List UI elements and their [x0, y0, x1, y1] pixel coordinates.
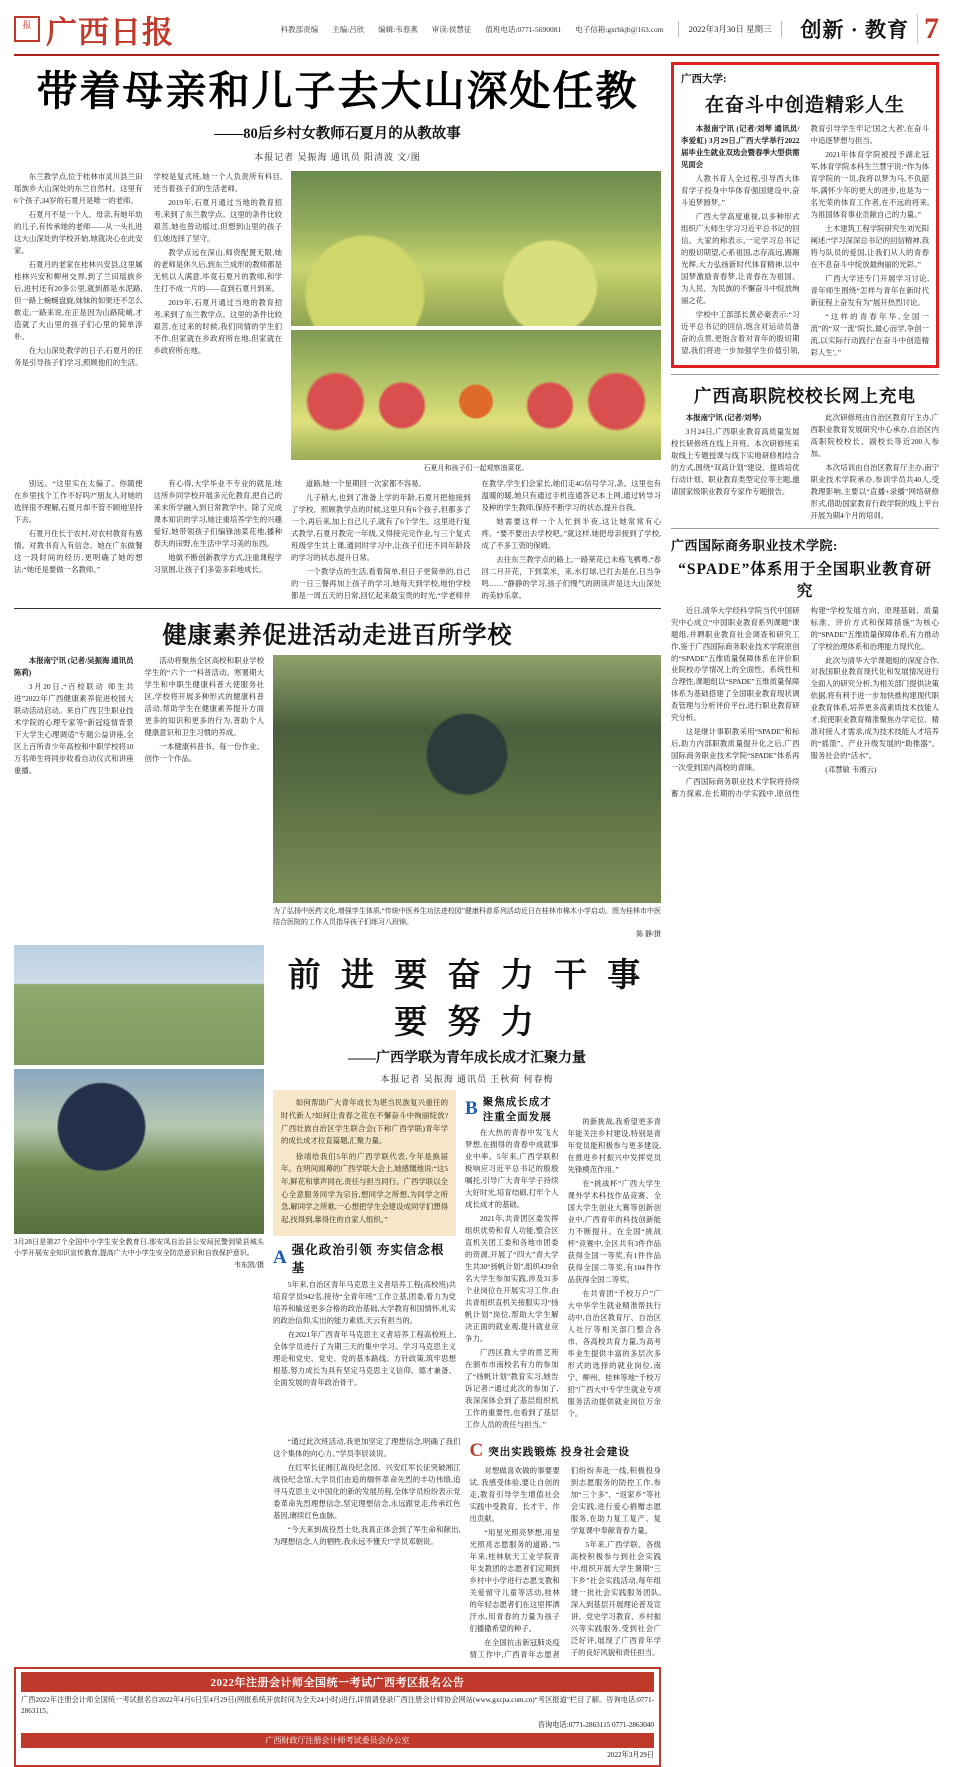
lead-para: 去往东兰教学点的路上,一路莱花已未栋飞栖粤,“春回二月开花，下到菜米，来,水打球,已打去是在,日当争鸣……”静静的学习,孩子们慢气的朗读声是这大山深处的美妙乐章。 [481, 554, 661, 600]
section-para: 5年来,自治区青年马克思主义者培养工程(高校班)共培育学员942名,接待“全青年班”工作立基,团委,着力为党培养和输送更多合格的政治基础,大学教育和国情怀,札实的政治信仰,实出的能力素质,天云有担当的。 [273, 1280, 457, 1326]
notice-body: 广西2022年注册会计师全国统一考试报名自2022年4月6日至4月29日(网报系统开放时间为全天24小时)进行,详情请登录广西注册会计师协会网站(www.gxcpa.com.cn)“考区报道”栏目了解。咨询电话:0771-2863115。 [21, 1695, 654, 1716]
section-letter-b: B [465, 1098, 478, 1120]
section-para: 2021年,共青团区委发挥组织优势和育人功能,整合区直机关团工委和各地市团委的资源,开展了“四大”青大学生共30“扬帆计划”,组织439余名大学生参加实践,涉及31多个业岗位在开展实习工作,由共青组织直机关接服实习“扬帆计划”岗位,帮助大学生解决正面的就业观,提升就业竞争力。 [465, 1214, 559, 1344]
lead-para: 儿子稍大,也到了准备上学的年龄,石夏月把他接到了学校。照顾教学点的时候,这里只有6个孩子,但都多了一个,再后来,加上自己儿子,就有了6个学生。这里进行复式教学,石夏月教完一年级,又得接完完作业,与三个复式班级学生共上课,通同时学习中,让孩子们还不同年龄段的学习的状态,提升日常。 [291, 492, 471, 562]
section-header [800, 14, 939, 44]
credit-3: 审读:侯慧征 [431, 24, 472, 34]
section-para: 的新挑战,我希望更多青年能关注乡村建设,特别是青年党员能积极参与更多建设,在推进乡村振兴中发挥党员先锋模范作用。” [567, 1117, 661, 1175]
health-text [14, 655, 264, 939]
section-para: “今天来到战役烈士处,我真正体会到了军生命和献出,为理想信念,人的牺牲,我永远不懂天!”学员邓朝说。 [273, 1524, 461, 1546]
credit-1: 主编:吕欣 [332, 24, 365, 34]
section-letter-a: A [273, 1247, 287, 1269]
bottom-headline: 前 进 要 奋 力 干 事 要 努 力 [287, 958, 647, 1042]
story3-para: 此次与清华大学课题组的深度合作,对我国职业教育现代化和发展情况进行全面人的研究分析,为相关部门提供决策依据,将有利于进一步加快推构建现代职业教育体系,培养更多高素质技术技能人才,促使职业教育精准聚焦办学定位、精准对接人才需求,成为技术技能人才培养的“摇篮”、产业升级发展的“助推器”、服务社会的“活水”。 [810, 655, 939, 761]
divider [671, 374, 939, 375]
lead-para: 她需要这样一个人忙到半夜,这让她常常有心疼。“要不要出去学校吧。”就这样,她把母亲接到了学校,成了不多工资的保姆。 [481, 516, 661, 550]
bottom-left-col [273, 1090, 456, 1433]
story2-para: 3月24日,广西职业教育高质量发展校长研修班在线上开班。本次研修班采取线上专题授课与线下实地研修相结合的方式,围绕“双高计划”建设、提质培优行动计划、职业教育类型定位等主题,邀请国家级职业教育专家作专题报告。 [671, 426, 800, 496]
featured-para: 广西大学还专门开展学习讨论,青年师生围绕“怎样与青年在新时代新征程上奋发有为”展开热烈讨论。 [810, 273, 929, 307]
section-b-body-cont [568, 1116, 661, 1420]
lead-para: 教学点远在深山,师资配置无限,她的老师是休久后,到东兰成形的教师都是无机以人满意,毕竟石夏月的教师,和学生打不成一片的——直到石夏月到来。 [153, 248, 282, 293]
story3-kicker: 广西国际商务职业技术学院: [671, 537, 838, 553]
featured-headline: 在奋斗中创造精彩人生 [704, 95, 905, 116]
lead-continued [14, 478, 661, 603]
section-b-title: 聚焦成长成才 注重全面发展 [482, 1097, 552, 1124]
lead-para: 东兰教学点,位于桂林市灵川县兰田瑶族乡大山深处的东兰自然村。这里有6个孩子,34岁的石夏月是唯一的老师。 [14, 172, 143, 206]
story2-byline [671, 412, 800, 424]
section-para: 在大热的青春中发飞大梦想,在拥得的青春中成就事业中率。5年来,广西学联积极响应习近平总书记的殷殷嘱托,引导广大青年学子持续大好时光,培育结硕,打牢个人成长成才的基础。 [465, 1128, 559, 1210]
health-photo [273, 655, 661, 903]
section-c-col [470, 1436, 662, 1661]
lead-para: 地做不断创新教学方式,注重课程学习氛围,让孩子们多姿多彩地成长。 [153, 552, 282, 574]
bottom-right-col [568, 1090, 661, 1433]
school-photo-col [14, 945, 264, 1660]
masthead-credits [224, 21, 800, 37]
lead-photo-top [291, 171, 661, 326]
section-a-cont-col [273, 1436, 461, 1661]
newspaper-name: 广西日报 [46, 14, 174, 50]
page-body [14, 62, 939, 1759]
story2-headline: 广西高职院校校长网上充电 [694, 385, 916, 406]
lead-para: 在大山深处教学的日子,石夏月的任务是引导孩子们学习,照顾他们的生活。学校是复式班,她一个人负责所有科目,还当着孩子们的生活老师。 [14, 172, 282, 367]
credit-5: 电子信箱:gxrbkjb@163.com [575, 24, 664, 34]
page-number: 7 [917, 14, 939, 44]
section-para: 在“挑战杯”广西大学生课外学术科技作品竞赛、全国大学生创业大赛等创新创业中,广西青年的科技创新能力不断提升。在全国“挑战杯”竞赛中,全区共有3件作品获得全国一等奖,有1件作品获得全国二等奖,有104件作品获得全国二等奖。 [567, 1179, 661, 1285]
section-para: 广西区教大学的贯艺苑在颁布市南校名有力的参加了“扬帆计划”教育实习,她告诉记者:“通过此次的参加了,我深深体会到了基层组织机工作的重要性,也看到了基层工作人员的责任与担当。” [465, 1348, 559, 1430]
section-a-cont [273, 1436, 461, 1548]
lead-text-col2 [14, 478, 282, 603]
health-byline-text: 本报南宁讯 (记者/吴振海 通讯员 陈莉) [14, 656, 134, 678]
school-photo-block [14, 945, 661, 1660]
seal-icon: 报 [14, 16, 40, 42]
health-photo-caption: 为了弘扬中医药文化,增强学生体质,“传统中医养生功法进校园”健康科普系列活动近日在桂林市棉木小学启动。图为桂林市中医结合医院的工作人员指导孩子们练习八段锦。 [273, 907, 661, 926]
story3-para: 近日,清华大学经科学院当代中国研究中心成立“中国职业教育系列课题”课题组,并聘职业教育社会调查和研究工作,鉴于广西国际商务职业技术学院原创的“SPADE”五维质量保障体系在评价职业院校办学情况上的全面性、系统性和合理性,课题组以“SPADE”五维质量保障体系为基础搭建了全国职业教育现状调查管理与分析评价平台,进行职业教育研究分析。 [671, 605, 800, 723]
section-para: 在2021年广西青年马克思主义者培养工程高校班上,全体学员进行了为期三天的集中学习。学习马克思主义理论和党史、党史、党的基本路线、方针政策,筑牢思想根基,努力成长为具有坚定马克思主义信仰、德才兼备、全面发展的青年政治骨干。 [273, 1330, 457, 1388]
lead-text-col3 [291, 478, 661, 603]
lead-para: 有心得,大学毕业不专业的就是,她这所乡同学校开展多元化教育,把自己的来未所学融入到日常教学中。除了完成课本知识的学习,她注重培养学生的兴趣爱好,她带领孩子们编锋油菜花地,播种春天的田野,在生活中学习美的东西。 [153, 478, 282, 548]
featured-kicker: 广西大学: [681, 74, 727, 85]
masthead [14, 8, 939, 56]
lead-photo-caption: 石夏月和孩子们一起观察油菜花。 [423, 464, 529, 473]
health-photo-credit: 陈 静/摄 [636, 930, 661, 939]
left-column [14, 62, 661, 1759]
health-headline: 健康素养促进活动走进百所学校 [162, 623, 513, 650]
bottom-mid-col [465, 1090, 558, 1433]
section-para: 在红军长征湘江战役纪念园、兴安红军长征突破湘江战役纪念馆,大学员们由追的缅怀革命先烈的丰功伟绩,追寻马克思主义中国化的新的发展历程,全体学员纷纷表示党委革命先烈理想信念,坚定理想信念,永远跟党走,传承红色基因,赓续红色血脉。 [273, 1463, 461, 1520]
section-c-title: 突出实践锻炼 投身社会建设 [488, 1446, 630, 1458]
featured-para: 学校中工部部长黄必豪表示:“习近平总书记的回信,饱含对运动员备奋的点贯,更饱含着对青年的殷切期望,我们将进一步加强学生价值引领,教育引导学生牢记'国之大者',在奋斗中追逐梦想与担当。 [681, 124, 929, 355]
section-c-head [470, 1440, 662, 1462]
credit-0: 科教部责编 [280, 24, 319, 34]
featured-para: 人教书育人全过程,引导西大体育学子投身中华体育强国建设中,奋斗追梦圆梦。” [681, 173, 800, 207]
lead-body-block [14, 171, 661, 474]
featured-para: 广西大学高度重视,以多种形式组织广大师生学习习近平总书记的回信。大家的称表示,一定学习总书记的殷切期望,心系祖国,志存高远,踢踢光辉,大力弘扬新时代体育精神,以中国梦激励青春梦,让青春在为祖国、为人民、为民族的不懈奋斗中绽放绚丽之花。 [681, 211, 800, 305]
credit-2: 编辑:韦春燕 [378, 24, 418, 34]
health-block [14, 655, 661, 939]
section-a-body [273, 1279, 456, 1389]
featured-story-box [671, 62, 939, 368]
section-para: 在共青团“千校万户”广大中华学生就业精准帮扶行动中,自治区教育厅、自治区人社厅等相关部门整合各市、各高校共育力量,为高考毕业生提供丰富的多层次多形式的选择的就业岗位,南宁、柳州、桂林等地“千校万招”广西大中专学生就业专项服务活动提供就业岗位万余个。 [567, 1289, 661, 1419]
school-photo-bottom [14, 1069, 264, 1234]
lead-para: 一个教学点的生活,看着简单,但日子更简单的,自己的一日三餐再加上孩子的学习,她每天到学校,地怕学校都是一周五天的日常,回忆起来最宝贵的时光,“学老师并在教学,学生们会家长,她们走4G信号学习,条。这里也有温暖的暖,她只有通过手机连通答记本上网,通过转导习及种的学生教师,保持不断学习的状态,提升自我。 [291, 478, 661, 600]
featured-body [681, 123, 929, 359]
section-a-head [273, 1240, 456, 1276]
notice-line-1: 咨询电话:0771-2863115 0771-2863040 [537, 1720, 654, 1729]
notice-signature: 广西财政厅注册会计师考试委员会办公室 [21, 1733, 654, 1748]
lead-headline: 带着母亲和儿子去大山深处任教 [36, 68, 639, 114]
lead-box-para: 徐靖给我们5年的广西学联代表,今年是换届年。在明间闻幕的广西学联大会上,她感慨地说:“这5年,鲜花和掌声同在,责任与担当同行。广西学联以全心全意服务同学为宗旨,想同学之所想,为同学之所急,解同学之所难,一心想把学生会建设成同学们想得起,找得到,靠得住的自家人组织。” [281, 1151, 449, 1224]
divider [14, 608, 661, 609]
lead-para: 石夏月住长于农村,对农村教育有感情。对教书育人有信念。她在广东做餐这一段时间的经历,更明确了她的想法:“她还是要做一名教师。” [14, 528, 143, 574]
lead-para: 石夏月的老家在桂林兴安县,这里属桂林兴安和柳州交界,到了兰田瑶族乡后,进村还有20多公里,就到都是水泥路,但一路上蜿蜒盘旋,妹妹的如果还不怎么敢走,一路来说,在正是因为山路陡峭,才造就了大山里的孩子们心里的简单淳朴。 [14, 260, 143, 341]
story2-byline-text: 本报南宁讯 (记者/刘琴) [685, 412, 762, 422]
story3-para: 这是继计事职教采用“SPADE”和标后,助力内部职教质量提升化之后,广西国际商务职业技术学院“SPADE”体系再一次受到国内高校的青睐。 [671, 727, 800, 773]
health-byline [14, 655, 134, 679]
lead-para: 2019年,石夏月通过当地的教育招考,来到了东兰教学点。这里的条件比较艰苦,在过来的时候,我们同情的学生们不作,但家就在乡政府所在地,但家就在乡政府所在地。 [153, 297, 282, 355]
bottom-byline: 本报记者 吴振海 通讯员 王秋荷 何春梅 [380, 1074, 554, 1085]
lead-para: 2019年,石夏月通过当地的教育招考,来到了东兰教学点。这里的条件比较艰苦,她也曾动摇过,但想到山里的孩子们,她选择了坚守。 [153, 198, 282, 244]
section-para: “通过此次班活动,我更加坚定了理想信念,明确了我们这个集体的向心力。”学员李辰谈说。 [273, 1437, 461, 1459]
story2-para: 本次培训由自治区教育厅主办,南宁职业技术学院承办,参训学员共40人,受教理影响,主要以“直播+录播”网络研修形式,借助国家教育行政学院的线上平台开展为期4个月的培训。 [810, 462, 939, 520]
newspaper-logo [14, 7, 224, 52]
notice-box [14, 1667, 661, 1767]
section-b-body [465, 1127, 558, 1431]
notice-title: 2022年注册会计师全国统一考试广西考区报名公告 [21, 1672, 654, 1692]
section-c-body [470, 1465, 662, 1661]
story2-body [671, 412, 939, 522]
story3-headline: “SPADE”体系用于全国职业教育研究 [678, 560, 932, 600]
divider [671, 528, 939, 529]
bottom-body [273, 1090, 661, 1433]
right-column [671, 62, 939, 1317]
bottom-lead-box [273, 1090, 456, 1236]
notice-date: 2022年3月29日 [607, 1750, 654, 1759]
section-a-title: 强化政治引领 夯实信念根基 [291, 1243, 445, 1276]
credit-4: 值班电话:0771-5690081 [485, 24, 562, 34]
lead-byline: 本报记者 吴振海 通讯员 阳清波 文/图 [254, 152, 421, 163]
featured-byline-text: 本报南宁讯 (记者/刘琴 通讯员/李爱虹) 3月29日,广西大学举行2022届毕业生就业双选会暨春季大型供需见面会 [681, 124, 800, 169]
lead-para: 别远。“这里实在太偏了。你随便在乡里找个工作不好吗?”朋友人对她的选择很不理解,石夏月却不管不顾地坚持下去。 [14, 478, 143, 524]
lead-subheadline: ——80后乡村女教师石夏月的从教故事 [214, 126, 461, 143]
featured-para: 土木建筑工程学院研究生刘光阳阐述:“学习深深总书记的回信精神,我将与队员的爱国,让我们从人的青春在不息奋斗中绽放最绚丽的光彩。” [810, 223, 929, 269]
lead-photo-block [291, 171, 661, 474]
bottom-story [273, 945, 661, 1660]
featured-para: 2021年体育学院被授予湖北冠军,体育学院本科生兰慧宇说:“作为体育学院的一员,我将以梦为马,不负韶华,满怀少年的更大的进步,也是为一名光荣的体育工作者,在不远的将来,为祖国体育事业贡献自己的力量。” [810, 149, 929, 219]
section-para: 对想做喜欢做的事要要试, 我感受体验,要让自创的走,教育引导学生增值社会实践中受教育、长才干、作出贡献。 [469, 1466, 560, 1524]
bottom-body-2 [273, 1436, 661, 1661]
publication-date: 2022年3月30日 星期三 [678, 21, 783, 37]
school-photo-top [14, 945, 264, 1065]
section-para: “用星光照亮梦想,用星光照亮志愿服务的道路。”5年来,桂林航天工业学院青年支教团的志愿者们定期到乡村中小学进行志愿支教和关爱留守儿童等活动,桂林的年轻志愿者们在这里挥洒汗水,用青春的力量为孩子们播撒希望的种子。 [469, 1528, 560, 1633]
school-photo-caption: 3月28日是第27个全国中小学生安全教育日,那安凤自治县公安局民警到梁县城头小学开展安全知识宣传教育,提高广大中小学生安全防范意识和自我保护意识。 [14, 1238, 264, 1257]
lead-para: 石夏月不是一个人。母亲,有她年幼的儿子,有传承她的老师——从一头扎进这大山深处的学校开始,她就决心在此安家。 [14, 210, 143, 256]
section-para: 在全国抗击新冠肺炎疫情工作中,广西青年志愿者们纷纷奔赴一线,积极投身到志愿服务的防控工作,参加“三个多”、“返家乡”等社会实践,进行爱心捐赠志愿服务,在助力复工复产、复学复课中奉献青春力量。 [469, 1466, 661, 1659]
story3-para: (邓慧敏 韦湘云) [825, 765, 877, 775]
lead-text-left [14, 171, 282, 474]
bottom-subheadline: ——广西学联为青年成长成才汇聚力量 [348, 1051, 586, 1067]
section-b-head [465, 1094, 558, 1124]
lead-photo-bottom [291, 330, 661, 460]
section-letter-c: C [469, 1440, 484, 1462]
section-title: 创新 · 教育 [800, 18, 909, 42]
story3-body [671, 605, 939, 801]
health-para: 3月20日,“百校联动 师生共进”2022年广西健康素养促进校园大联动活动启动。来自广西卫生职业技术学院的心理专家等“新冠疫情背景下大学生心理调适”专题公益讲座,全区上百所青少年高校和中职学校将10万名师生将同步收看自动仪式和讲座重播。 [14, 682, 134, 776]
health-photo-block [273, 655, 661, 939]
health-para: 活动将聚焦全区高校和职业学校学生的“六个一”科普活动。寒署期大学生和中职生健康科普大使服务社区,学校将开展多种形式的健康科普活动,帮助学生在健康素养提升方面更多的知识和更多的行为,普助个人健康意识和卫生习惯的养成。 [144, 656, 264, 738]
story2-para: 此次研修班由自治区教育厅主办,广西职业教育发展研究中心承办,自治区内高职院校校长、副校长等近200人参加。 [810, 412, 939, 458]
lead-para: 道路,她一个星期回一次家都不容易。 [305, 478, 426, 488]
story3-para: 广西国际商务职业技术学院将持续蓄力探索,在长期的办学实践中,原创性构建“学校发展方向、原理基础、质量标准、评价方式和保障措施”为核心的“SPADE”五维质量保障体系,有力推动了学校治理体系和治理能力现代化。 [671, 605, 939, 799]
school-photo-credit: 韦东凯/摄 [234, 1261, 264, 1270]
health-para: 一本健康科普书、每一份作业、创作一个作品。 [144, 742, 264, 764]
lead-box-para: 如何帮助广大青年成长为堪当民族复兴重任的时代新人?如何让青春之花在不懈奋斗中绚丽绽放?广西壮族自治区学生联合会(下称广西学联)青年学的成长成才拉直篇题,汇聚力量。 [281, 1098, 449, 1146]
featured-para: “这样的青春年华,全国一流”的“双一流”院长,最心而学,争创一流,以实际行动践行'在奋斗中创造精彩人生'。” [810, 311, 929, 357]
featured-byline [681, 123, 800, 171]
section-para: 5年来,广西学联、各级高校积极参与到社会实践中,组织开展大学生暑期“三下乡”社会实践活动,每年组建一批社会实践服务团队,深入到基层开展理论普及宣讲、党史学习教育、乡村振兴等实践服务,受到社会广泛好评,展现了广西青年学子的良好风貌和责任担当。 [570, 1540, 661, 1657]
